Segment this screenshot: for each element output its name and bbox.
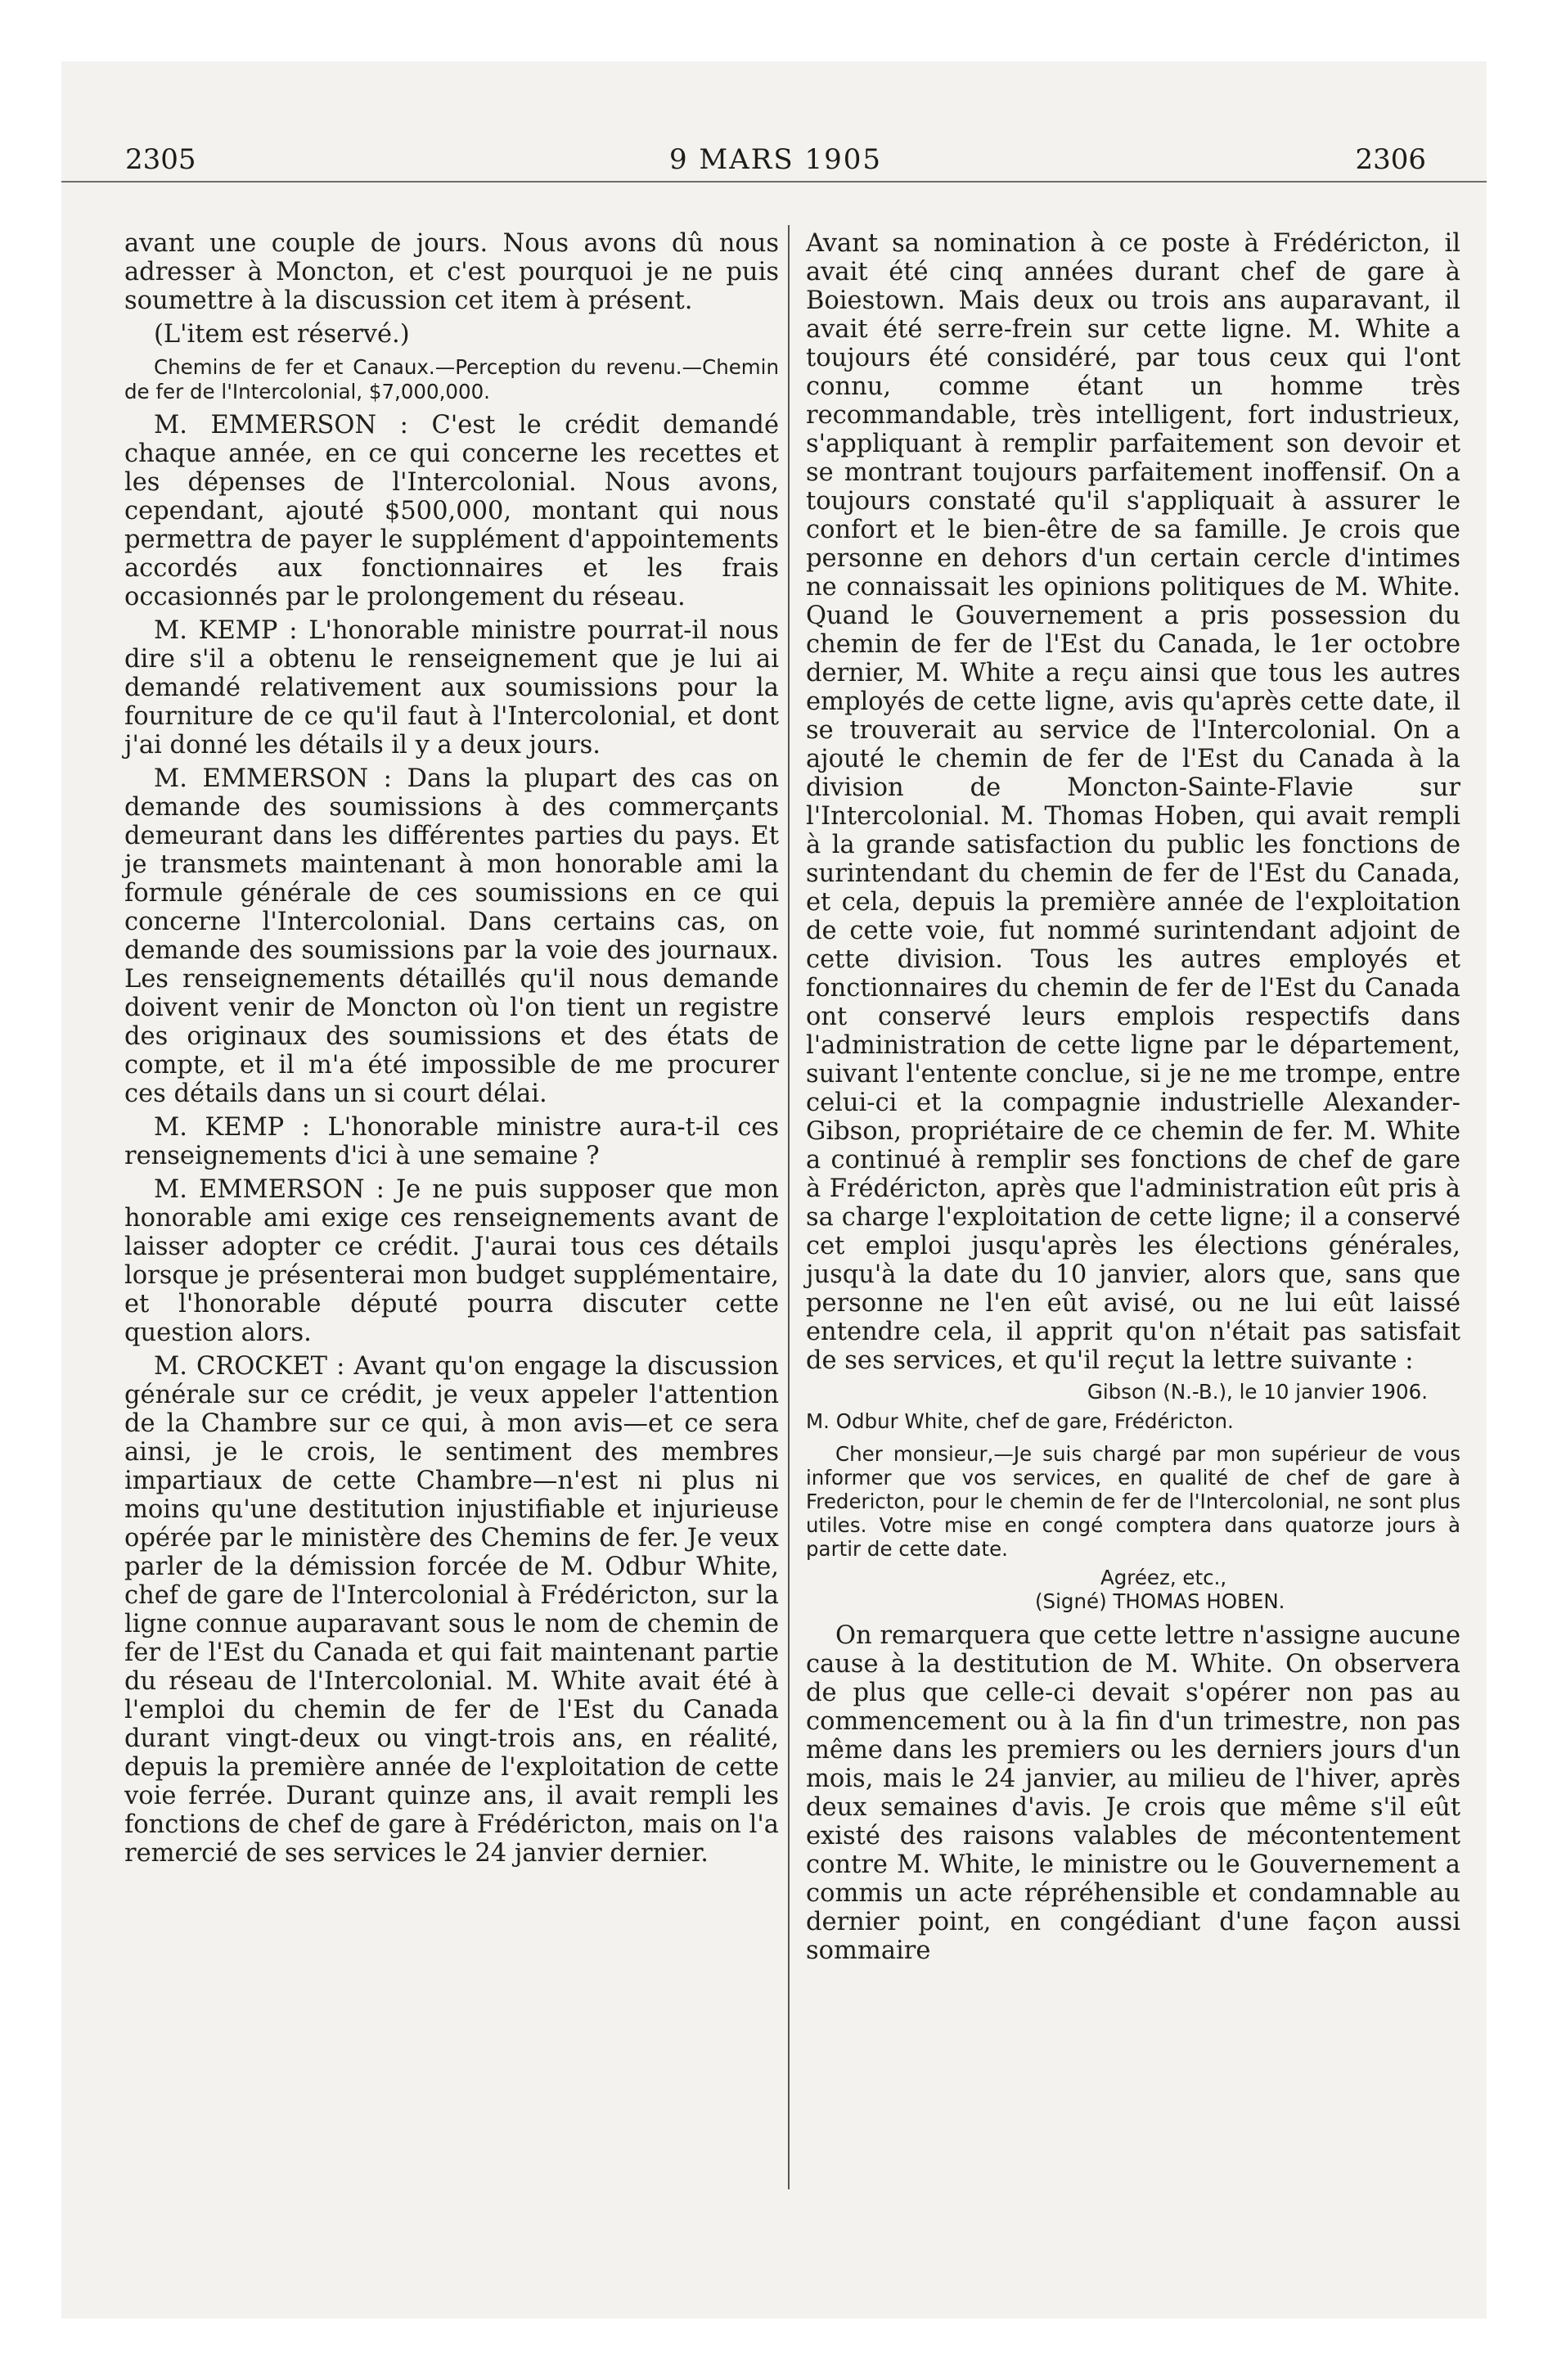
letter-closing: Agréez, etc., xyxy=(1100,1566,1227,1589)
right-column xyxy=(806,229,1460,1970)
paragraph: M. CROCKET : Avant qu'on engage la discussion générale sur ce crédit, je veux appeler l'attention de la Chambre sur ce qui, à mon avis—et ce sera ainsi, je le crois, le sentiment des membres impartiaux de cette Chambre—n'est ni plus ni moins qu'une destitution injustifiable et injurieuse opérée par le ministère des Chemins de fer. Je veux parler de la démission forcée de M. Odbur White, chef de gare de l'Intercolonial à Frédéricton, sur la ligne connue auparavant sous le nom de chemin de fer de l'Est du Canada et qui fait maintenant partie du réseau de l'Intercolonial. M. White avait été à l'emploi du chemin de fer de l'Est du Canada durant vingt-deux ou vingt-trois ans, en réalité, depuis la première année de l'exploitation de cette voie ferrée. Durant quinze ans, il avait rempli les fonctions de chef de gare à Frédéricton, mais on l'a remercié de ses services le 24 janvier dernier. xyxy=(124,1352,779,1868)
left-column xyxy=(124,229,779,1873)
letter-address: M. Odbur White, chef de gare, Frédéricton. xyxy=(806,1409,1234,1433)
left-page-number: 2305 xyxy=(125,143,196,176)
paragraph: M. EMMERSON : Je ne puis supposer que mon honorable ami exige ces renseignements avant de laisser adopter ce crédit. J'aurai tous ces détails lorsque je présenterai mon budget supplémentaire, et l'honorable député pourra discuter cette question alors. xyxy=(124,1175,779,1347)
letter-place-date: Gibson (N.-B.), le 10 janvier 1906. xyxy=(1087,1380,1428,1404)
letter-signature: (Signé) THOMAS HOBEN. xyxy=(1035,1589,1285,1613)
page-date: 9 MARS 1905 xyxy=(668,143,883,176)
paragraph: (L'item est réservé.) xyxy=(154,320,410,349)
page-sheet xyxy=(61,61,1487,2319)
header-rule xyxy=(61,181,1487,183)
paragraph: Avant sa nomination à ce poste à Frédéricton, il avait été cinq années durant chef de gare à Boiestown. Mais deux ou trois ans auparavant, il avait été serre-frein sur cette ligne. M. White a toujours été considéré, par tous ceux qui l'ont connu, comme étant un homme très recommandable, très intelligent, fort industrieux, s'appliquant à remplir parfaitement son devoir et se montrant toujours parfaitement inoffensif. On a toujours constaté qu'il s'appliquait à assurer le confort et le bien-être de sa famille. Je crois que personne en dehors d'un certain cercle d'intimes ne connaissait les opinions politiques de M. White. Quand le Gouvernement a pris possession du chemin de fer de l'Est du Canada, le 1er octobre dernier, M. White a reçu ainsi que tous les autres employés de cette ligne, avis qu'après cette date, il se trouverait au service de l'Intercolonial. On a ajouté le chemin de fer de l'Est du Canada à la division de Moncton-Sainte-Flavie sur l'Intercolonial. M. Thomas Hoben, qui avait rempli à la grande satisfaction du public les fonctions de surintendant du chemin de fer de l'Est du Canada, et cela, depuis la première année de l'exploitation de cette voie, fut nommé surintendant adjoint de cette division. Tous les autres employés et fonctionnaires du chemin de fer de l'Est du Canada ont conservé leurs emplois respectifs dans l'administration de cette ligne par le département, suivant l'entente conclue, si je ne me trompe, entre celui-ci et la compagnie industrielle Alexander-Gibson, propriétaire de ce chemin de fer. M. White a continué à remplir ses fonctions de chef de gare à Frédéricton, après que l'administration eût pris à sa charge l'exploitation de cette ligne; il a conservé cet emploi jusqu'après les élections générales, jusqu'à la date du 10 janvier, alors que, sans que personne ne l'en eût avisé, ou ne lui eût laissé entendre cela, il apprit qu'on n'était pas satisfait de ses services, et qu'il reçut la lettre suivante : xyxy=(806,229,1460,1375)
right-page-number: 2306 xyxy=(1355,143,1426,176)
letter-body: Cher monsieur,—Je suis chargé par mon supérieur de vous informer que vos services, en qualité de chef de gare à Fredericton, pour le chemin de fer de l'Intercolonial, ne sont plus utiles. Votre mise en congé comptera dans quatorze jours à partir de cette date. xyxy=(806,1442,1460,1561)
item-heading: Chemins de fer et Canaux.—Perception du revenu.—Chemin de fer de l'Intercolonial, $7,000,000. xyxy=(124,355,779,403)
paragraph: avant une couple de jours. Nous avons dû nous adresser à Moncton, et c'est pourquoi je ne puis soumettre à la discussion cet item à présent. xyxy=(124,229,779,315)
page-header xyxy=(125,143,1426,192)
column-divider xyxy=(788,225,790,2189)
paragraph: M. KEMP : L'honorable ministre aura-t-il ces renseignements d'ici à une semaine ? xyxy=(124,1113,779,1170)
paragraph: M. EMMERSON : C'est le crédit demandé chaque année, en ce qui concerne les recettes et les dépenses de l'Intercolonial. Nous avons, cependant, ajouté $500,000, montant qui nous permettra de payer le supplément d'appointements accordés aux fonctionnaires et les frais occasionnés par le prolongement du réseau. xyxy=(124,411,779,611)
paragraph: On remarquera que cette lettre n'assigne aucune cause à la destitution de M. White. On observera de plus que celle-ci devait s'opérer non pas au commencement ou à la fin d'un trimestre, non pas même dans les premiers ou les derniers jours d'un mois, mais le 24 janvier, au milieu de l'hiver, après deux semaines d'avis. Je crois que même s'il eût existé des raisons valables de mécontentement contre M. White, le ministre ou le Gouvernement a commis un acte répréhensible et condamnable au dernier point, en congédiant d'une façon aussi sommaire xyxy=(806,1621,1460,1965)
paragraph: M. KEMP : L'honorable ministre pourrat-il nous dire s'il a obtenu le renseignement que je lui ai demandé relativement aux soumissions pour la fourniture de ce qu'il faut à l'Intercolonial, et dont j'ai donné les détails il y a deux jours. xyxy=(124,616,779,760)
paragraph: M. EMMERSON : Dans la plupart des cas on demande des soumissions à des commerçants demeurant dans les différentes parties du pays. Et je transmets maintenant à mon honorable ami la formule générale de ces soumissions en ce qui concerne l'Intercolonial. Dans certains cas, on demande des soumissions par la voie des journaux. Les renseignements détaillés qu'il nous demande doivent venir de Moncton où l'on tient un registre des originaux des soumissions et des états de compte, et il m'a été impossible de me procurer ces détails dans un si court délai. xyxy=(124,764,779,1108)
